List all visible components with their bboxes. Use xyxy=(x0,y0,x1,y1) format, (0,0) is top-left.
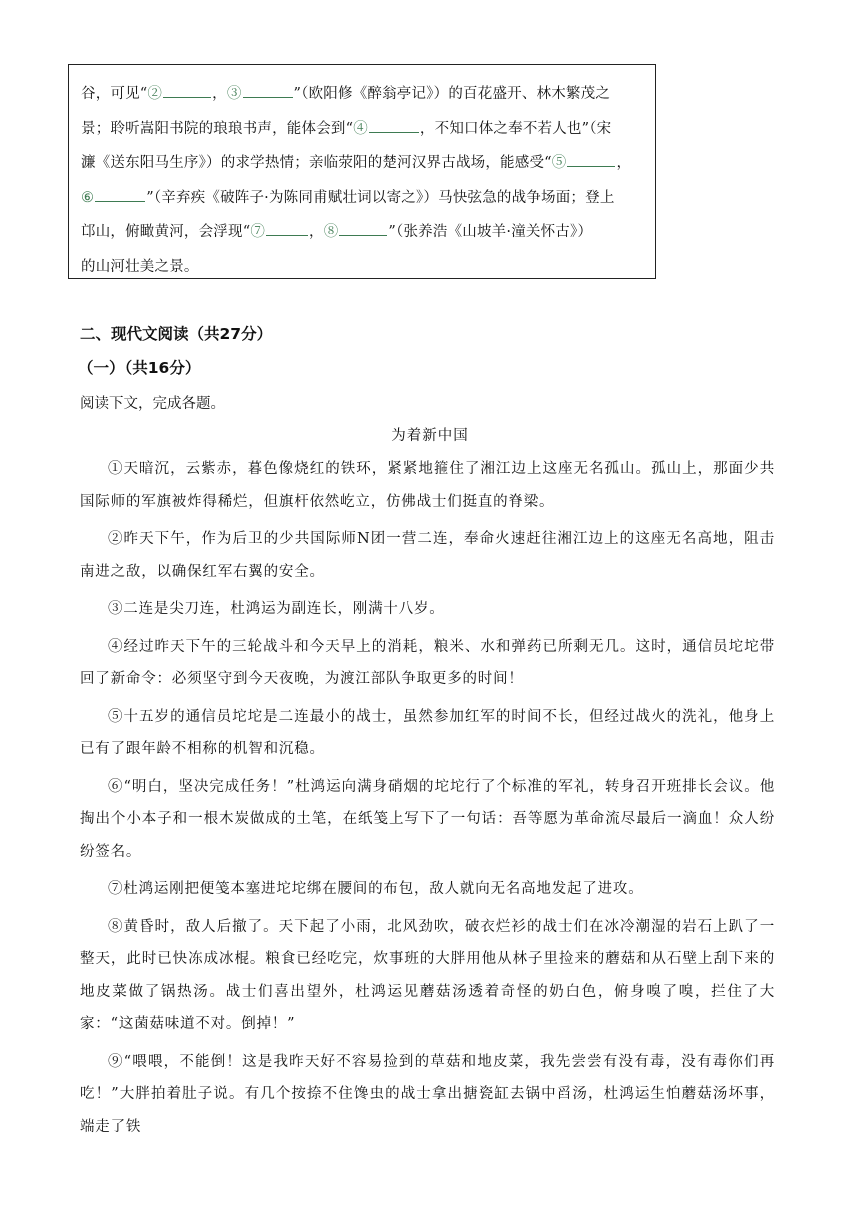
text: 景；聆听嵩阳书院的琅琅书声，能体会到“ xyxy=(81,120,354,137)
box-line-4 xyxy=(81,181,645,216)
article-body xyxy=(80,453,775,1148)
quote-box xyxy=(68,64,656,279)
blank-number-4: ④ xyxy=(353,120,368,137)
blank-number-5: ⑤ xyxy=(551,155,567,171)
box-line-1 xyxy=(81,77,645,112)
answer-blank-8 xyxy=(339,221,387,236)
box-line-6: 的山河壮美之景。 xyxy=(81,258,199,275)
subsection-heading: （一）（共16分） xyxy=(78,359,201,377)
blank-number-8: ⑧ xyxy=(323,224,339,240)
box-line-2 xyxy=(81,112,645,147)
text: 谷，可见“ xyxy=(81,86,148,102)
paragraph-9: ⑨“喂喂，不能倒！这是我昨天好不容易捡到的草菇和地皮菜，我先尝尝有没有毒，没有毒你们再吃！”大胖拍着肚子说。有几个按捺不住馋虫的战士拿出搪瓷缸去锅中舀汤，杜鸿运生怕蘑菇汤坏事，端走了铁 xyxy=(80,1053,775,1135)
paragraph-4: ④经过昨天下午的三轮战斗和今天早上的消耗，粮米、水和弹药已所剩无几。这时，通信员坨坨带回了新命令：必须坚守到今天夜晚，为渡江部队争取更多的时间！ xyxy=(80,638,775,687)
blank-number-6: ⑥ xyxy=(81,189,95,206)
answer-blank-6 xyxy=(95,187,145,202)
paragraph-3: ③二连是尖刀连，杜鸿运为副连长，刚满十八岁。 xyxy=(108,601,445,617)
paragraph-6: ⑥“明白，坚决完成任务！”杜鸿运向满身硝烟的坨坨行了个标准的军礼，转身召开班排长会议。他掏出个小本子和一根木炭做成的土笔，在纸笺上写下了一句话：吾等愿为革命流尽最后一滴血！众人纷纷签名。 xyxy=(80,778,775,860)
text: 邙山，俯瞰黄河，会浮现“ xyxy=(81,224,251,240)
text: ， xyxy=(309,224,324,240)
text: ，不知口体之奉不若人也”（宋 xyxy=(419,120,612,137)
blank-number-7: ⑦ xyxy=(250,224,266,240)
section-heading: 二、现代文阅读（共27分） xyxy=(80,325,273,343)
blank-number-3: ③ xyxy=(226,86,242,102)
paragraph-1: ①天暗沉，云紫赤，暮色像烧红的铁环，紧紧地箍住了湘江边上这座无名孤山。孤山上，那面少共国际师的军旗被炸得稀烂，但旗杆依然屹立，仿佛战士们挺直的脊梁。 xyxy=(80,461,775,510)
text: ， xyxy=(212,86,227,102)
paragraph-5: ⑤十五岁的通信员坨坨是二连最小的战士，虽然参加红军的时间不长，但经过战火的洗礼，他身上已有了跟年龄不相称的机智和沉稳。 xyxy=(80,708,775,757)
paragraph-2: ②昨天下午，作为后卫的少共国际师N团一营二连，奉命火速赶往湘江边上的这座无名高地，阻击南进之敌，以确保红军右翼的安全。 xyxy=(80,531,775,580)
text: ”（欧阳修《醉翁亭记》）的百花盛开、林木繁茂之 xyxy=(293,86,611,102)
instruction-text: 阅读下文，完成各题。 xyxy=(80,396,225,412)
text: ”（辛弃疾《破阵子·为陈同甫赋壮词以寄之》）马快弦急的战争场面；登上 xyxy=(146,189,615,206)
text: ”（张养浩《山坡羊·潼关怀古》） xyxy=(388,224,593,240)
text: ， xyxy=(616,155,632,171)
paragraph-7: ⑦杜鸿运刚把便笺本塞进坨坨绑在腰间的布包，敌人就向无名高地发起了进攻。 xyxy=(108,881,644,897)
answer-blank-7 xyxy=(266,221,308,236)
blank-number-2: ② xyxy=(147,86,163,102)
box-line-5 xyxy=(81,215,645,250)
answer-blank-5 xyxy=(567,152,615,167)
answer-blank-4 xyxy=(369,118,419,133)
answer-blank-3 xyxy=(243,83,293,98)
box-line-3 xyxy=(81,146,645,181)
answer-blank-2 xyxy=(163,83,211,98)
text: 濂《送东阳马生序》）的求学热情；亲临荥阳的楚河汉界古战场，能感受“ xyxy=(81,155,552,171)
article-title: 为着新中国 xyxy=(391,428,469,444)
paragraph-8: ⑧黄昏时，敌人后撤了。天下起了小雨，北风劲吹，破衣烂衫的战士们在冰冷潮湿的岩石上趴了一整天，此时已快冻成冰棍。粮食已经吃完，炊事班的大胖用他从林子里捡来的蘑菇和从石壁上刮下来的地皮菜做了锅热汤。战士们喜出望外，杜鸿运见蘑菇汤透着奇怪的奶白色，俯身嗅了嗅，拦住了大家：“这菌菇味道不对。倒掉！” xyxy=(80,918,775,1032)
